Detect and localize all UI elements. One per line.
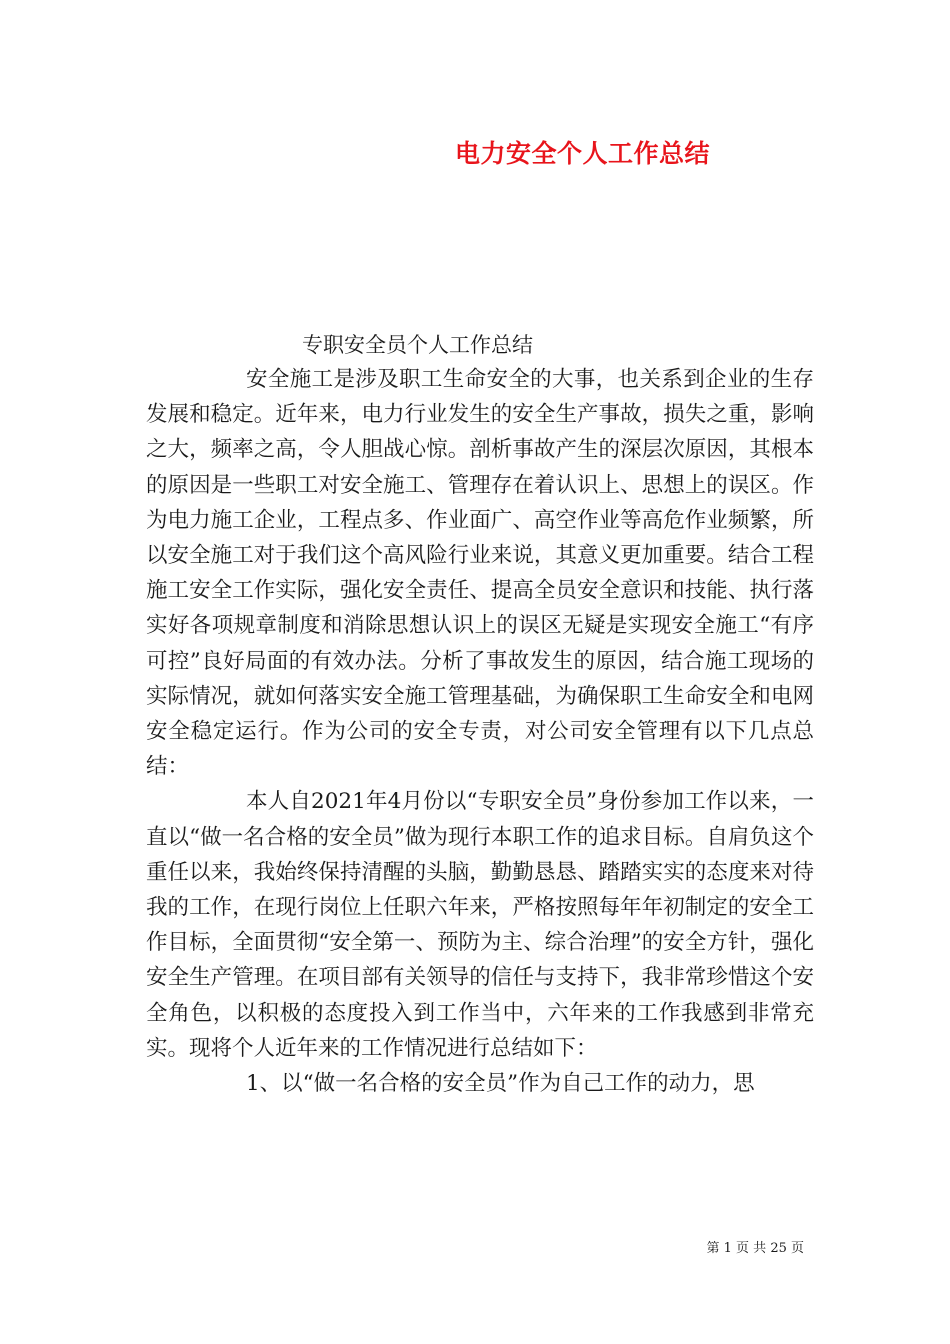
document-subtitle: 专职安全员个人工作总结 (302, 333, 533, 357)
document-title: 电力安全个人工作总结 (455, 139, 711, 168)
document-body (146, 362, 814, 1101)
page-number-footer: 第 1 页 共 25 页 (706, 1241, 804, 1256)
paragraph-intro: 安全施工是涉及职工生命安全的大事，也关系到企业的生存发展和稳定。近年来，电力行业发生的安全生产事故，损失之重，影响之大，频率之高，令人胆战心惊。剖析事故产生的深层次原因，其根本的原因是一些职工对安全施工、管理存在着认识上、思想上的误区。作为电力施工企业，工程点多、作业面广、高空作业等高危作业频繁，所以安全施工对于我们这个高风险行业来说，其意义更加重要。结合工程施工安全工作实际，强化安全责任、提高全员安全意识和技能、执行落实好各项规章制度和消除思想认识上的误区无疑是实现安全施工“有序可控”良好局面的有效办法。分析了事故发生的原因，结合施工现场的实际情况，就如何落实安全施工管理基础，为确保职工生命安全和电网安全稳定运行。作为公司的安全专责，对公司安全管理有以下几点总结： (146, 367, 814, 780)
paragraph-self-summary: 本人自2021年4月份以“专职安全员”身份参加工作以来，一直以“做一名合格的安全员”做为现行本职工作的追求目标。自肩负这个重任以来，我始终保持清醒的头脑，勤勤恳恳、踏踏实实的态度来对待我的工作，在现行岗位上任职六年来，严格按照每年年初制定的安全工作目标，全面贯彻“安全第一、预防为主、综合治理”的安全方针，强化安全生产管理。在项目部有关领导的信任与支持下，我非常珍惜这个安全角色，以积极的态度投入到工作当中，六年来的工作我感到非常充实。现将个人近年来的工作情况进行总结如下： (146, 789, 814, 1061)
paragraph-point-1: 1、以“做一名合格的安全员”作为自己工作的动力，思 (246, 1071, 755, 1097)
